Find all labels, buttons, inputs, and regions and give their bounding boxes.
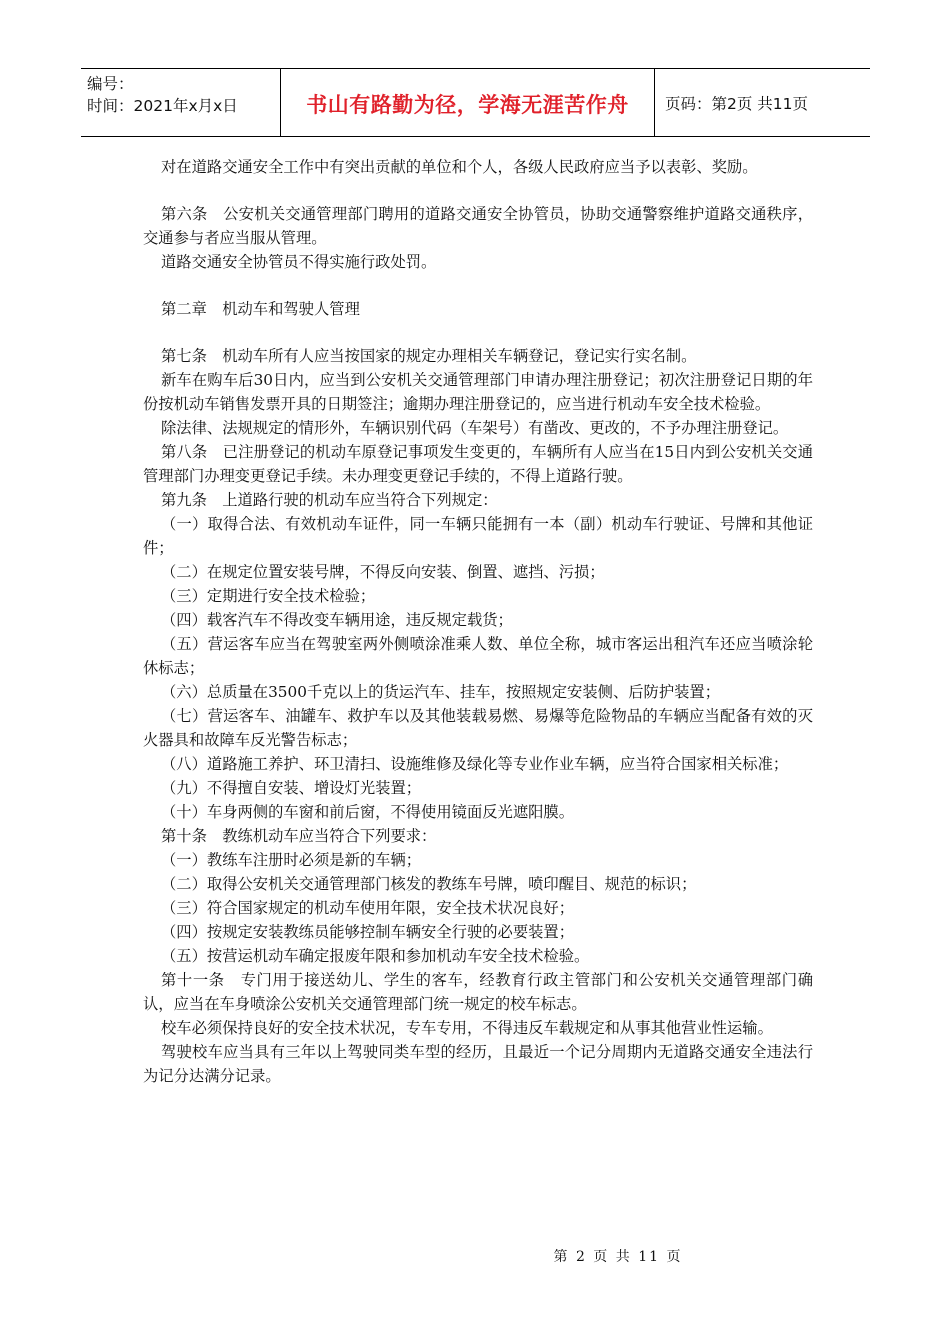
footer-page-number: 第 2 页 共 11 页 [553, 1249, 683, 1265]
page-footer [0, 1246, 950, 1266]
body-paragraph: 第九条 上道路行驶的机动车应当符合下列规定： [161, 491, 498, 509]
body-paragraph: 道路交通安全协管员不得实施行政处罚。 [161, 253, 437, 271]
body-paragraph: （二）取得公安机关交通管理部门核发的教练车号牌，喷印醒目、规范的标识； [161, 875, 697, 893]
body-paragraph: （八）道路施工养护、环卫清扫、设施维修及绿化等专业作业车辆，应当符合国家相关标准； [161, 755, 789, 773]
body-paragraph: （六）总质量在3500千克以上的货运汽车、挂车，按照规定安装侧、后防护装置； [161, 683, 721, 701]
body-paragraph: 第六条 公安机关交通管理部门聘用的道路交通安全协管员，协助交通警察维护道路交通秩序，交通参与者应当服从管理。 [143, 205, 813, 247]
body-paragraph: （四）载客汽车不得改变车辆用途，违反规定载货； [161, 611, 513, 629]
body-paragraph: （十）车身两侧的车窗和前后窗，不得使用镜面反光遮阳膜。 [161, 803, 575, 821]
body-paragraph: 第二章 机动车和驾驶人管理 [161, 300, 360, 318]
body-paragraph: 除法律、法规规定的情形外，车辆识别代码（车架号）有凿改、更改的，不予办理注册登记。 [161, 419, 789, 437]
body-paragraph: （四）按规定安装教练员能够控制车辆安全行驶的必要装置； [161, 923, 575, 941]
body-paragraph: （七）营运客车、油罐车、救护车以及其他装载易燃、易爆等危险物品的车辆应当配备有效的灭火器具和故障车反光警告标志； [143, 707, 813, 749]
header-page-info: 页码：第2页 共11页 [665, 94, 809, 113]
body-paragraph: 第十条 教练机动车应当符合下列要求： [161, 827, 437, 845]
paragraph-gap [143, 321, 813, 344]
body-paragraph: （五）按营运机动车确定报废年限和参加机动车安全技术检验。 [161, 947, 590, 965]
body-paragraph: （五）营运客车应当在驾驶室两外侧喷涂准乘人数、单位全称，城市客运出租汽车还应当喷涂轮休标志； [143, 635, 813, 677]
body-paragraph: （二）在规定位置安装号牌，不得反向安装、倒置、遮挡、污损； [161, 563, 605, 581]
body-paragraph: 第八条 已注册登记的机动车原登记事项发生变更的，车辆所有人应当在15日内到公安机关交通管理部门办理变更登记手续。未办理变更登记手续的，不得上道路行驶。 [143, 443, 813, 485]
header-motto-cell [281, 69, 655, 136]
body-paragraph: （九）不得擅自安装、增设灯光装置； [161, 779, 422, 797]
body-paragraph: （一）教练车注册时必须是新的车辆； [161, 851, 422, 869]
body-paragraph: （三）定期进行安全技术检验； [161, 587, 376, 605]
header-motto: 书山有路勤为径，学海无涯苦作舟 [306, 92, 629, 117]
document-body [143, 155, 813, 1088]
body-paragraph: 第七条 机动车所有人应当按国家的规定办理相关车辆登记，登记实行实名制。 [161, 347, 697, 365]
body-paragraph: 校车必须保持良好的安全技术状况，专车专用，不得违反车载规定和从事其他营业性运输。 [161, 1019, 773, 1037]
body-paragraph: 第十一条 专门用于接送幼儿、学生的客车，经教育行政主管部门和公安机关交通管理部门确认，应当在车身喷涂公安机关交通管理部门统一规定的校车标志。 [143, 971, 813, 1013]
body-paragraph: 新车在购车后30日内，应当到公安机关交通管理部门申请办理注册登记；初次注册登记日期的年份按机动车销售发票开具的日期签注；逾期办理注册登记的，应当进行机动车安全技术检验。 [143, 371, 813, 413]
document-number-label: 编号： [87, 75, 134, 93]
body-paragraph: （一）取得合法、有效机动车证件，同一车辆只能拥有一本（副）机动车行驶证、号牌和其他证件； [143, 515, 813, 557]
document-date: 时间：2021年x月x日 [87, 97, 238, 115]
body-paragraph: 对在道路交通安全工作中有突出贡献的单位和个人，各级人民政府应当予以表彰、奖励。 [161, 158, 758, 176]
paragraph-gap [143, 274, 813, 297]
body-paragraph: 驾驶校车应当具有三年以上驾驶同类车型的经历，且最近一个记分周期内无道路交通安全违法行为记分达满分记录。 [143, 1043, 813, 1085]
page-header [81, 68, 870, 137]
body-paragraph: （三）符合国家规定的机动车使用年限，安全技术状况良好； [161, 899, 575, 917]
header-meta [81, 69, 281, 136]
paragraph-gap [143, 179, 813, 202]
